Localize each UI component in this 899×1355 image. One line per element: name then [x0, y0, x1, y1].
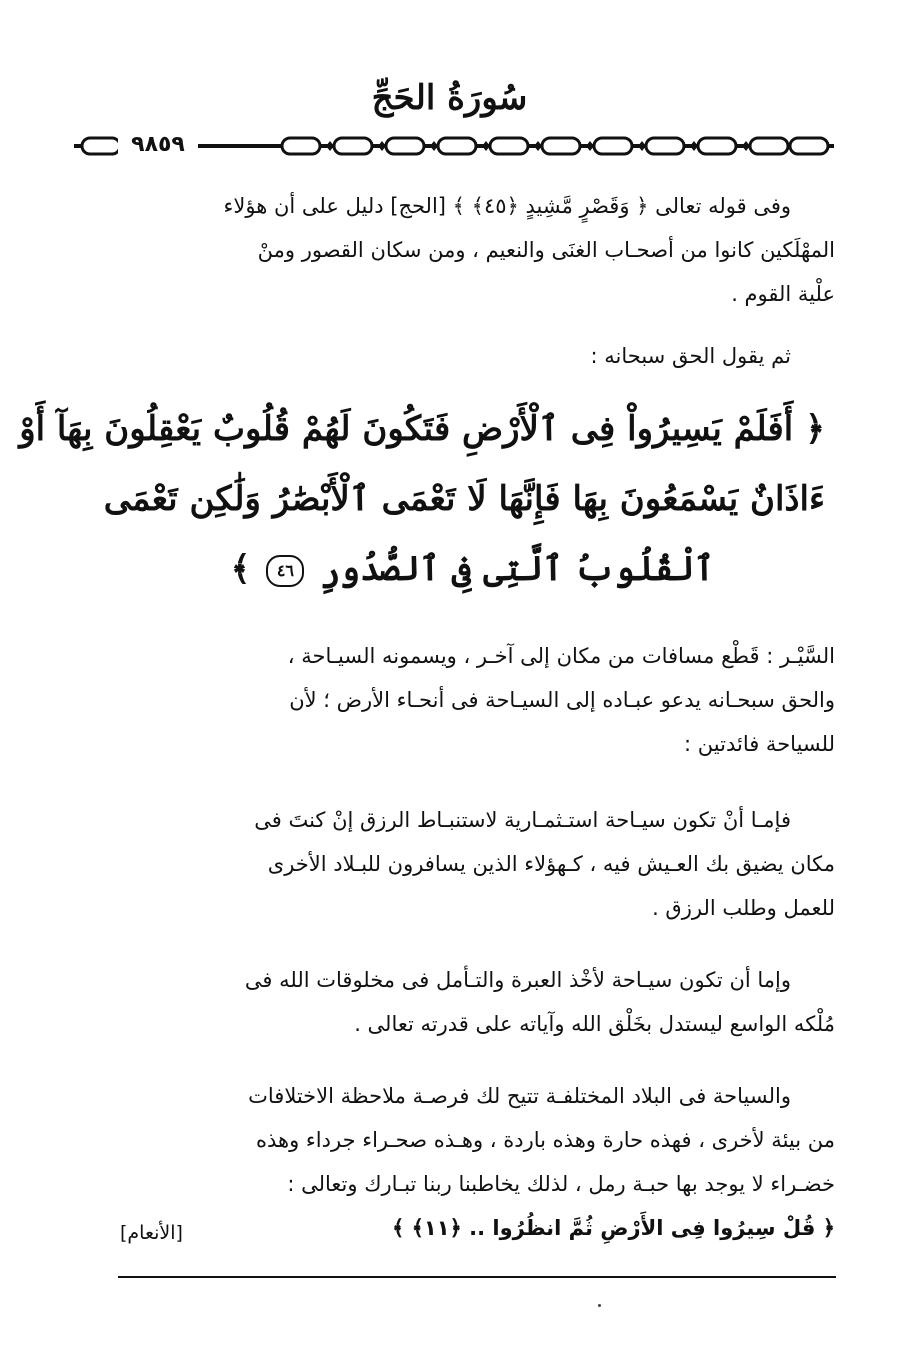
- paragraph-line: من بيئة لأخرى ، فهذه حارة وهذه باردة ، وهـذه صحـراء جرداء وهذه: [256, 1128, 835, 1152]
- verse-line: ءَاذَانٌ يَسْمَعُونَ بِهَا فَإِنَّهَا لَا تَعْمَى ٱلْأَبْصَٰرُ وَلَٰكِن تَعْمَى: [103, 479, 825, 519]
- verse-text: ٱلْقُلُوبُ ٱلَّتِى فِى ٱلصُّدُورِ: [320, 549, 715, 589]
- paragraph-line: المهْلَكين كانوا من أصحـاب الغنَى والنعيم ، ومن سكان القصور ومنْ: [257, 238, 835, 262]
- quran-verse: [19, 394, 825, 604]
- paragraph-line: للعمل وطلب الرزق .: [652, 896, 835, 920]
- paragraph-4: [110, 958, 835, 1046]
- paragraph-line: مكان يضيق بك العـيش فيه ، كـهؤلاء الذين يسافرون للبـلاد الأخرى: [267, 852, 835, 876]
- paragraph-line: للسياحة فائدتين :: [684, 732, 835, 756]
- paragraph-line: والحق سبحـانه يدعو عبـاده إلى السيـاحة فى أنحـاء الأرض ؛ لأن: [289, 688, 835, 712]
- verse-line-last: [120, 534, 825, 604]
- paragraph-line: وفى قوله تعالى ﴿ وَقَصْرٍ مَّشِيدٍ ﴿٤٥﴾ ﴾ [الحج] دليل على أن هؤلاء: [223, 194, 791, 218]
- paragraph-line: وإما أن تكون سيـاحة لأخْذ العبرة والتـأمل فى مخلوقات الله فى: [244, 968, 791, 992]
- quoted-verse: ﴿ قُلْ سِيرُوا فِى الأَرْضِ ثُمَّ انظُرُوا .. ﴿١١﴾ ﴾: [391, 1216, 835, 1240]
- paragraph-2: [110, 634, 835, 766]
- paragraph-1: [110, 184, 835, 316]
- scan-speck: [598, 1304, 601, 1307]
- intro-text: ثم يقول الحق سبحانه :: [590, 344, 791, 368]
- surah-title: سُورَةُ الحَجِّ: [371, 78, 528, 118]
- paragraph-5: [110, 1074, 835, 1250]
- paragraph-line: خضـراء لا يوجد بها حبـة رمل ، لذلك يخاطبنا ربنا تبـارك وتعالى :: [287, 1172, 835, 1196]
- surah-reference: [الأنعام]: [120, 1222, 183, 1244]
- intro-line: [110, 334, 835, 378]
- verse-line: ﴿ أَفَلَمْ يَسِيرُواْ فِى ٱلْأَرْضِ فَتَكُونَ لَهُمْ قُلُوبٌ يَعْقِلُونَ بِهَآ أَوْ: [19, 409, 825, 449]
- paragraph-line: السَّيْـر : قَطْع مسافات من مكان إلى آخـر ، ويسمونه السيـاحة ،: [287, 644, 835, 668]
- paragraph-3: [110, 798, 835, 930]
- paragraph-line: مُلْكه الواسع ليستدل بخَلْق الله وآياته على قدرته تعالى .: [354, 1012, 835, 1036]
- verse-close-bracket: ﴾: [230, 549, 251, 589]
- paragraph-line: فإمـا أنْ تكون سيـاحة استـثمـارية لاستنبـاط الرزق إنْ كنتَ فى: [254, 808, 791, 832]
- paragraph-line: والسياحة فى البلاد المختلفـة تتيح لك فرصـة ملاحظة الاختلافات: [248, 1084, 791, 1108]
- ayah-number-badge: ٤٦: [266, 555, 304, 587]
- footer-rule: [118, 1276, 836, 1278]
- paragraph-line: علْية القوم .: [731, 282, 835, 306]
- page-number: ٩٨٥٩: [118, 132, 198, 158]
